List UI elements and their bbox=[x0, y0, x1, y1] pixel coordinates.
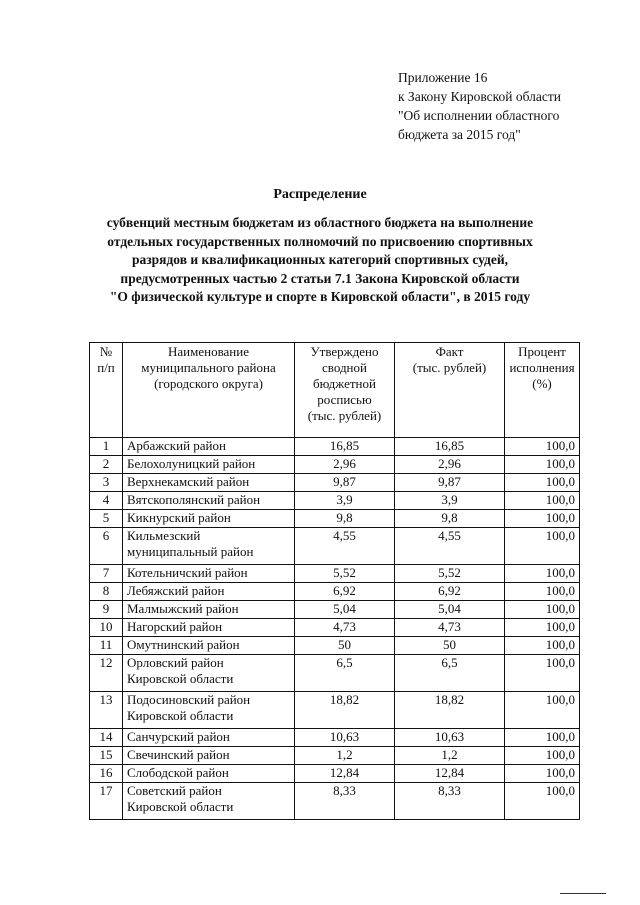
district-name-line: Малмыжский район bbox=[127, 601, 239, 616]
execution-percent: 100,0 bbox=[505, 510, 580, 528]
district-name-line: Кировской области bbox=[127, 671, 234, 686]
table-header-row bbox=[90, 343, 580, 438]
approved-amount: 5,52 bbox=[295, 565, 395, 583]
district-name-line: Кикнурский район bbox=[127, 510, 231, 525]
execution-percent: 100,0 bbox=[505, 765, 580, 783]
table-row bbox=[90, 456, 580, 474]
document-title: Распределение bbox=[273, 187, 367, 202]
district-name bbox=[123, 438, 295, 456]
table-body bbox=[90, 438, 580, 820]
district-name bbox=[123, 601, 295, 619]
fact-amount: 1,2 bbox=[395, 747, 505, 765]
subtitle-line: предусмотренных частью 2 статьи 7.1 Закона Кировской области bbox=[120, 270, 520, 286]
row-number: 11 bbox=[90, 637, 123, 655]
table-row bbox=[90, 565, 580, 583]
table-row bbox=[90, 655, 580, 692]
row-number: 9 bbox=[90, 601, 123, 619]
table-row bbox=[90, 492, 580, 510]
approved-amount: 4,73 bbox=[295, 619, 395, 637]
row-number: 5 bbox=[90, 510, 123, 528]
district-name bbox=[123, 619, 295, 637]
fact-amount: 18,82 bbox=[395, 692, 505, 729]
table-row bbox=[90, 510, 580, 528]
district-name-line: Кировской области bbox=[127, 708, 234, 723]
district-name bbox=[123, 583, 295, 601]
fact-amount: 6,92 bbox=[395, 583, 505, 601]
execution-percent: 100,0 bbox=[505, 492, 580, 510]
fact-amount: 12,84 bbox=[395, 765, 505, 783]
approved-amount: 16,85 bbox=[295, 438, 395, 456]
document-subtitle bbox=[0, 214, 640, 307]
fact-amount: 9,8 bbox=[395, 510, 505, 528]
approved-amount: 12,84 bbox=[295, 765, 395, 783]
district-name-line: Котельничский район bbox=[127, 565, 248, 580]
table-row bbox=[90, 637, 580, 655]
table-row bbox=[90, 474, 580, 492]
row-number: 10 bbox=[90, 619, 123, 637]
fact-amount: 6,5 bbox=[395, 655, 505, 692]
fact-amount: 4,73 bbox=[395, 619, 505, 637]
district-name-line: Орловский район bbox=[127, 655, 224, 670]
table-row bbox=[90, 619, 580, 637]
approved-amount: 9,8 bbox=[295, 510, 395, 528]
header-approved: Утверждено сводной бюджетной росписью (тыс. рублей) bbox=[295, 343, 395, 438]
table-row bbox=[90, 747, 580, 765]
execution-percent: 100,0 bbox=[505, 528, 580, 565]
district-name-line: муниципальный район bbox=[127, 544, 254, 559]
district-name bbox=[123, 510, 295, 528]
execution-percent: 100,0 bbox=[505, 729, 580, 747]
district-name-line: Вятскополянский район bbox=[127, 492, 261, 507]
execution-percent: 100,0 bbox=[505, 747, 580, 765]
appendix-line: "Об исполнении областного bbox=[398, 108, 560, 123]
district-name bbox=[123, 729, 295, 747]
district-name-line: Нагорский район bbox=[127, 619, 223, 634]
header-number: № п/п bbox=[90, 343, 123, 438]
district-name bbox=[123, 456, 295, 474]
table-row bbox=[90, 583, 580, 601]
approved-amount: 10,63 bbox=[295, 729, 395, 747]
execution-percent: 100,0 bbox=[505, 565, 580, 583]
execution-percent: 100,0 bbox=[505, 601, 580, 619]
row-number: 2 bbox=[90, 456, 123, 474]
table-row bbox=[90, 601, 580, 619]
subtitle-line: отдельных государственных полномочий по присвоению спортивных bbox=[107, 233, 533, 249]
row-number: 15 bbox=[90, 747, 123, 765]
row-number: 6 bbox=[90, 528, 123, 565]
fact-amount: 4,55 bbox=[395, 528, 505, 565]
district-name bbox=[123, 565, 295, 583]
approved-amount: 8,33 bbox=[295, 783, 395, 820]
district-name bbox=[123, 692, 295, 729]
appendix-line: бюджета за 2015 год" bbox=[398, 127, 521, 142]
row-number: 7 bbox=[90, 565, 123, 583]
approved-amount: 5,04 bbox=[295, 601, 395, 619]
execution-percent: 100,0 bbox=[505, 637, 580, 655]
approved-amount: 4,55 bbox=[295, 528, 395, 565]
appendix-line: Приложение 16 bbox=[398, 70, 488, 85]
district-name-line: Омутнинский район bbox=[127, 637, 240, 652]
fact-amount: 8,33 bbox=[395, 783, 505, 820]
approved-amount: 18,82 bbox=[295, 692, 395, 729]
row-number: 13 bbox=[90, 692, 123, 729]
district-name-line: Подосиновский район bbox=[127, 692, 251, 707]
district-name bbox=[123, 765, 295, 783]
execution-percent: 100,0 bbox=[505, 783, 580, 820]
district-name bbox=[123, 747, 295, 765]
execution-percent: 100,0 bbox=[505, 438, 580, 456]
table-row bbox=[90, 528, 580, 565]
table-row bbox=[90, 783, 580, 820]
execution-percent: 100,0 bbox=[505, 456, 580, 474]
row-number: 3 bbox=[90, 474, 123, 492]
table-row bbox=[90, 692, 580, 729]
row-number: 4 bbox=[90, 492, 123, 510]
fact-amount: 50 bbox=[395, 637, 505, 655]
subtitle-line: "О физической культуре и спорте в Кировской области", в 2015 году bbox=[109, 289, 531, 304]
approved-amount: 9,87 bbox=[295, 474, 395, 492]
district-name bbox=[123, 655, 295, 692]
fact-amount: 2,96 bbox=[395, 456, 505, 474]
execution-percent: 100,0 bbox=[505, 692, 580, 729]
fact-amount: 3,9 bbox=[395, 492, 505, 510]
district-name-line: Верхнекамский район bbox=[127, 474, 250, 489]
appendix-reference bbox=[398, 68, 561, 144]
district-name-line: Белохолуницкий район bbox=[127, 456, 256, 471]
row-number: 8 bbox=[90, 583, 123, 601]
subtitle-line: субвенций местным бюджетам из областного бюджета на выполнение bbox=[106, 215, 534, 230]
subventions-table bbox=[89, 342, 580, 820]
row-number: 16 bbox=[90, 765, 123, 783]
header-percent: Процент исполнения (%) bbox=[505, 343, 580, 438]
row-number: 1 bbox=[90, 438, 123, 456]
approved-amount: 3,9 bbox=[295, 492, 395, 510]
district-name bbox=[123, 783, 295, 820]
table-row bbox=[90, 438, 580, 456]
execution-percent: 100,0 bbox=[505, 474, 580, 492]
table-row bbox=[90, 765, 580, 783]
district-name-line: Лебяжский район bbox=[127, 583, 225, 598]
appendix-line: к Закону Кировской области bbox=[398, 89, 562, 104]
execution-percent: 100,0 bbox=[505, 619, 580, 637]
fact-amount: 9,87 bbox=[395, 474, 505, 492]
fact-amount: 16,85 bbox=[395, 438, 505, 456]
subtitle-line: разрядов и квалификационных категорий спортивных судей, bbox=[131, 252, 509, 267]
approved-amount: 50 bbox=[295, 637, 395, 655]
district-name-line: Свечинский район bbox=[127, 747, 230, 762]
row-number: 14 bbox=[90, 729, 123, 747]
district-name-line: Кильмезский bbox=[127, 528, 201, 543]
fact-amount: 10,63 bbox=[395, 729, 505, 747]
fact-amount: 5,52 bbox=[395, 565, 505, 583]
approved-amount: 2,96 bbox=[295, 456, 395, 474]
signature-line bbox=[560, 893, 606, 894]
approved-amount: 6,92 bbox=[295, 583, 395, 601]
document-title-block bbox=[0, 186, 640, 307]
execution-percent: 100,0 bbox=[505, 583, 580, 601]
header-fact: Факт (тыс. рублей) bbox=[395, 343, 505, 438]
district-name-line: Советский район bbox=[127, 783, 222, 798]
row-number: 17 bbox=[90, 783, 123, 820]
district-name-line: Санчурский район bbox=[127, 729, 230, 744]
fact-amount: 5,04 bbox=[395, 601, 505, 619]
district-name-line: Арбажский район bbox=[127, 438, 226, 453]
district-name bbox=[123, 492, 295, 510]
district-name-line: Кировской области bbox=[127, 799, 234, 814]
approved-amount: 6,5 bbox=[295, 655, 395, 692]
district-name bbox=[123, 474, 295, 492]
execution-percent: 100,0 bbox=[505, 655, 580, 692]
district-name bbox=[123, 637, 295, 655]
district-name bbox=[123, 528, 295, 565]
approved-amount: 1,2 bbox=[295, 747, 395, 765]
header-district-name: Наименование муниципального района (городского округа) bbox=[123, 343, 295, 438]
table-row bbox=[90, 729, 580, 747]
row-number: 12 bbox=[90, 655, 123, 692]
district-name-line: Слободской район bbox=[127, 765, 229, 780]
